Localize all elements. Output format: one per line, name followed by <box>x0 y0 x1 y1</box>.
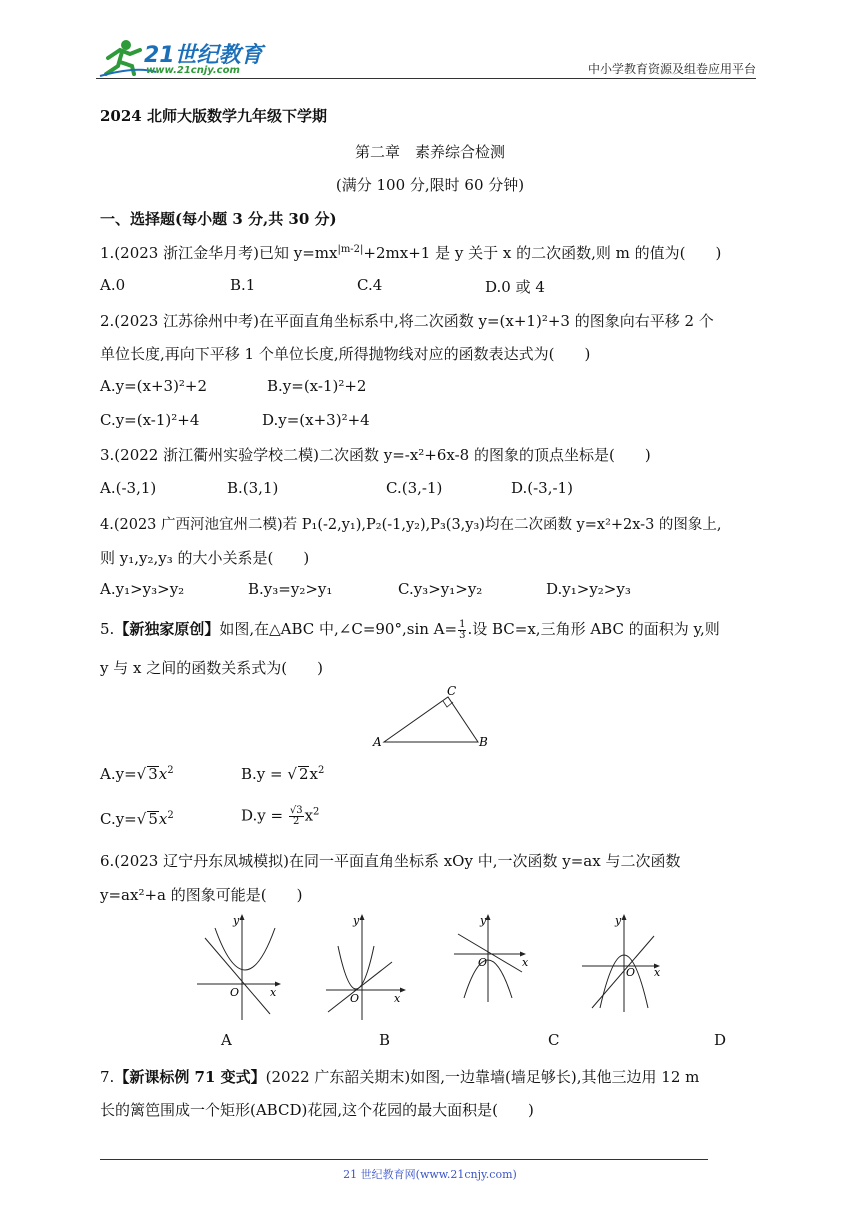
q5-option-d: D.y = $\frac{√3}{2}$ $x^2$ <box>241 805 320 827</box>
q4-option-a: A.y₁>y₃>y₂ <box>100 580 185 598</box>
q3-option-d: D.(-3,-1) <box>511 479 573 497</box>
graph-label-d: D <box>714 1031 727 1049</box>
svg-text:x: x <box>270 986 277 999</box>
q3-option-a: A.(-3,1) <box>100 479 157 497</box>
chapter-title: 第二章 素养综合检测 <box>354 143 505 161</box>
graph-label-a: A <box>221 1031 232 1049</box>
svg-text:O: O <box>230 986 240 999</box>
q2-option-d: D.y=(x+3)²+4 <box>262 411 370 429</box>
q3-option-b: B.(3,1) <box>227 479 279 497</box>
svg-text:y: y <box>480 914 487 927</box>
q2-option-a: A.y=(x+3)²+2 <box>100 377 208 395</box>
question-2-line1: 2.(2023 江苏徐州中考)在平面直角坐标系中,将二次函数 y=(x+1)²+3 的图象向右平移 2 个 <box>100 312 714 330</box>
q5-option-a: A.y=√ $3x^2$ <box>100 765 174 783</box>
svg-text:x: x <box>394 992 401 1005</box>
q3-option-c: C.(3,-1) <box>386 479 443 497</box>
doc-series: 2024 北师大版数学九年级下学期 <box>100 107 327 125</box>
q4-option-b: B.y₃=y₂>y₁ <box>248 580 333 598</box>
sin-fraction: $\frac{1}{3}$ <box>459 618 466 641</box>
question-7-line2: 长的篱笆围成一个矩形(ABCD)花园,这个花园的最大面积是( ) <box>100 1101 534 1119</box>
q2-option-c: C.y=(x-1)²+4 <box>100 411 200 429</box>
question-4-line1: 4.(2023 广西河池宜州二模)若 P₁(-2,y₁),P₂(-1,y₂),P₃(3,y₃)均在二次函数 y=x²+2x-3 的图象上, <box>100 517 722 533</box>
graph-d <box>578 912 668 1022</box>
q1-option-d: D.0 或 4 <box>485 278 545 296</box>
graph-b <box>322 912 412 1022</box>
svg-text:O: O <box>350 992 360 1005</box>
q1-option-c: C.4 <box>357 276 383 294</box>
question-6-line1: 6.(2023 辽宁丹东凤城模拟)在同一平面直角坐标系 xOy 中,一次函数 y=ax 与二次函数 <box>100 852 681 870</box>
question-3: 3.(2022 浙江衢州实验学校二模)二次函数 y=-x²+6x-8 的图象的顶点坐标是( ) <box>100 446 651 464</box>
svg-text:O: O <box>478 956 488 969</box>
triangle-abc-figure <box>365 682 495 752</box>
graph-a <box>195 912 285 1022</box>
graph-label-b: B <box>379 1031 391 1049</box>
svg-text:x: x <box>522 956 529 969</box>
section-heading: 一、选择题(每小题 3 分,共 30 分) <box>100 210 337 228</box>
question-1: 1.(2023 浙江金华月考)已知 $y=mx^{|m-2|}+2mx+1$ 是 y 关于 x 的二次函数,则 m 的值为( ) <box>100 244 722 262</box>
exam-meta: (满分 100 分,限时 60 分钟) <box>335 176 525 194</box>
logo-url: www.21cnjy.com <box>146 65 240 76</box>
question-5-line2: y 与 x 之间的函数关系式为( ) <box>100 659 323 677</box>
header-divider <box>96 78 756 79</box>
footer-divider <box>100 1159 708 1160</box>
q4-option-d: D.y₁>y₂>y₃ <box>546 580 631 598</box>
question-7-line1: 7.【新课标例 71 变式】(2022 广东韶关期末)如图,一边靠墙(墙足够长),其他三边用 12 m <box>100 1068 700 1086</box>
vertex-c-label: C <box>447 684 457 698</box>
q1-option-b: B.1 <box>230 276 256 294</box>
svg-text:x: x <box>654 966 661 979</box>
question-4-line2: 则 y₁,y₂,y₃ 的大小关系是( ) <box>100 549 310 567</box>
logo-text: 21世纪教育 <box>144 43 263 68</box>
svg-text:y: y <box>353 914 360 927</box>
header-right-text: 中小学教育资源及组卷应用平台 <box>587 62 756 76</box>
q5-option-b: B.y = √ $2x^2$ <box>241 765 325 783</box>
q5-option-c: C.y=√ $5x^2$ <box>100 810 174 828</box>
option-d-fraction: $\frac{√3}{2}$ <box>289 805 303 827</box>
vertex-a-label: A <box>373 735 382 749</box>
question-2-line2: 单位长度,再向下平移 1 个单位长度,所得抛物线对应的函数表达式为( ) <box>100 345 591 363</box>
q1-option-a: A.0 <box>100 276 126 294</box>
svg-text:y: y <box>233 914 240 927</box>
question-5-line1: 5.【新独家原创】如图,在△ABC 中,∠C=90°,sin A= $\frac{1}{3}$ .设 BC=x,三角形 ABC 的面积为 y,则 <box>100 618 720 641</box>
q4-option-c: C.y₃>y₁>y₂ <box>398 580 483 598</box>
svg-text:y: y <box>615 914 622 927</box>
graph-label-c: C <box>548 1031 560 1049</box>
question-6-line2: y=ax²+a 的图象可能是( ) <box>100 886 303 904</box>
svg-text:O: O <box>626 966 636 979</box>
vertex-b-label: B <box>479 735 488 749</box>
q2-option-b: B.y=(x-1)²+2 <box>267 377 367 395</box>
graph-c <box>450 912 540 1022</box>
site-logo <box>96 36 266 78</box>
footer-text: 21 世纪教育网(www.21cnjy.com) <box>343 1168 517 1181</box>
